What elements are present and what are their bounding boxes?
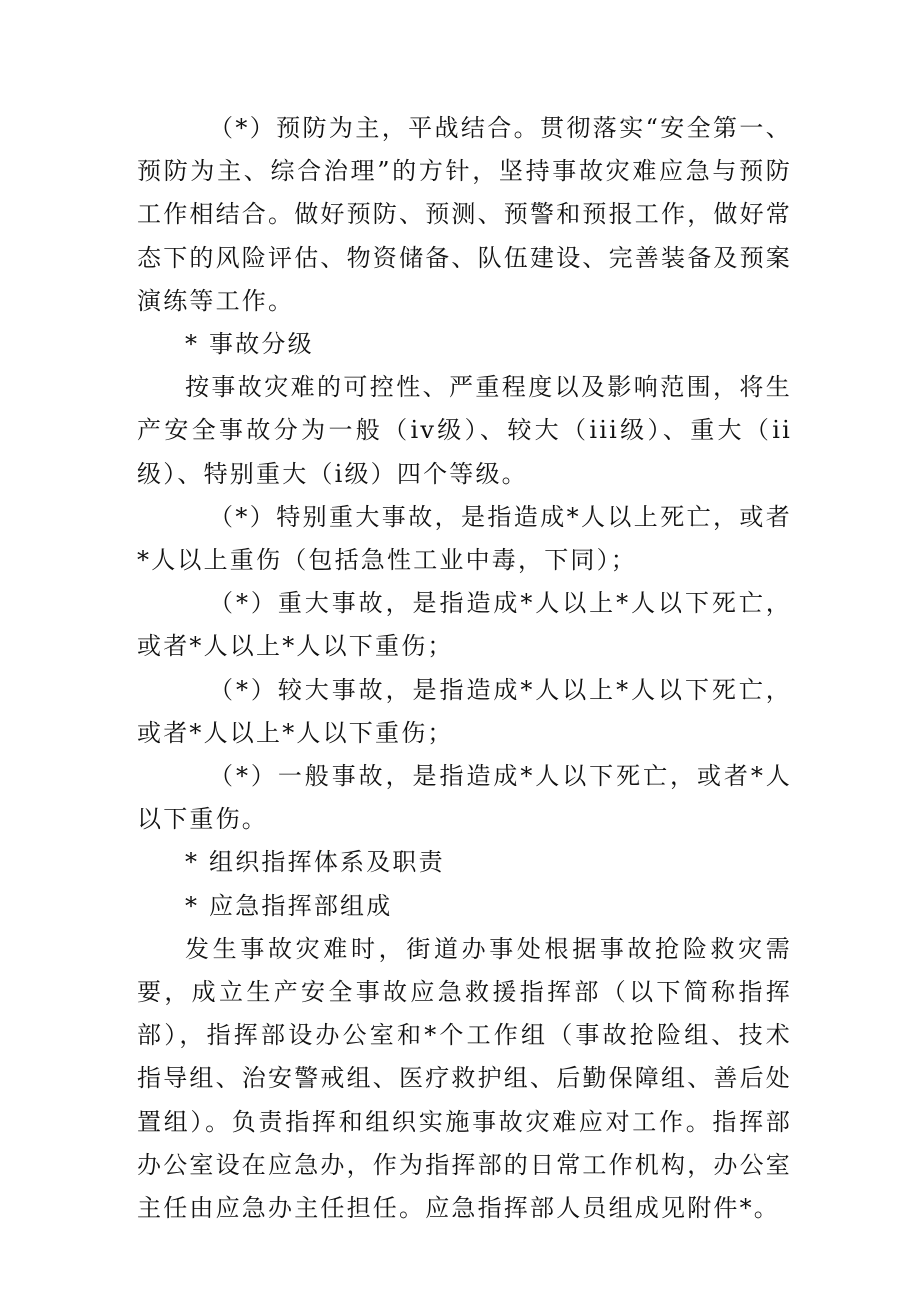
- grading-intro-paragraph: 按事故灾难的可控性、严重程度以及影响范围，将生产安全事故分为一般（iv级）、较大（iii级）、重大（ii级）、特别重大（i级）四个等级。: [137, 373, 792, 488]
- section-heading-command-composition: * 应急指挥部组成: [185, 891, 393, 920]
- grade-item-especially-major: （*）特别重大事故，是指造成*人以上死亡，或者*人以上重伤（包括急性工业中毒，下同）；: [137, 502, 792, 575]
- grade-item-relatively-major: （*）较大事故，是指造成*人以上*人以下死亡，或者*人以上*人以下重伤；: [137, 675, 792, 747]
- section-heading-accident-grading: * 事故分级: [185, 330, 314, 359]
- command-composition-paragraph: 发生事故灾难时，街道办事处根据事故抢险救灾需要，成立生产安全事故应急救援指挥部（以下简称指挥部），指挥部设办公室和*个工作组（事故抢险组、技术指导组、治安警戒组、医疗救护组、后勤保障组、善后处置组）。负责指挥和组织实施事故灾难应对工作。指挥部办公室设在应急办，作为指挥部的日常工作机构，办公室主任由应急办主任担任。应急指挥部人员组成见附件*。: [137, 934, 792, 1223]
- section-heading-command-system: * 组织指挥体系及职责: [185, 848, 445, 877]
- grade-item-major: （*）重大事故，是指造成*人以上*人以下死亡，或者*人以上*人以下重伤；: [137, 589, 792, 661]
- grade-item-general: （*）一般事故，是指造成*人以下死亡，或者*人以下重伤。: [137, 762, 792, 834]
- principle-paragraph: （*）预防为主，平战结合。贯彻落实“安全第一、预防为主、综合治理”的方针，坚持事故灾难应急与预防工作相结合。做好预防、预测、预警和预报工作，做好常态下的风险评估、物资储备、队伍建设、完善装备及预案演练等工作。: [137, 114, 792, 315]
- document-body: [137, 107, 792, 1230]
